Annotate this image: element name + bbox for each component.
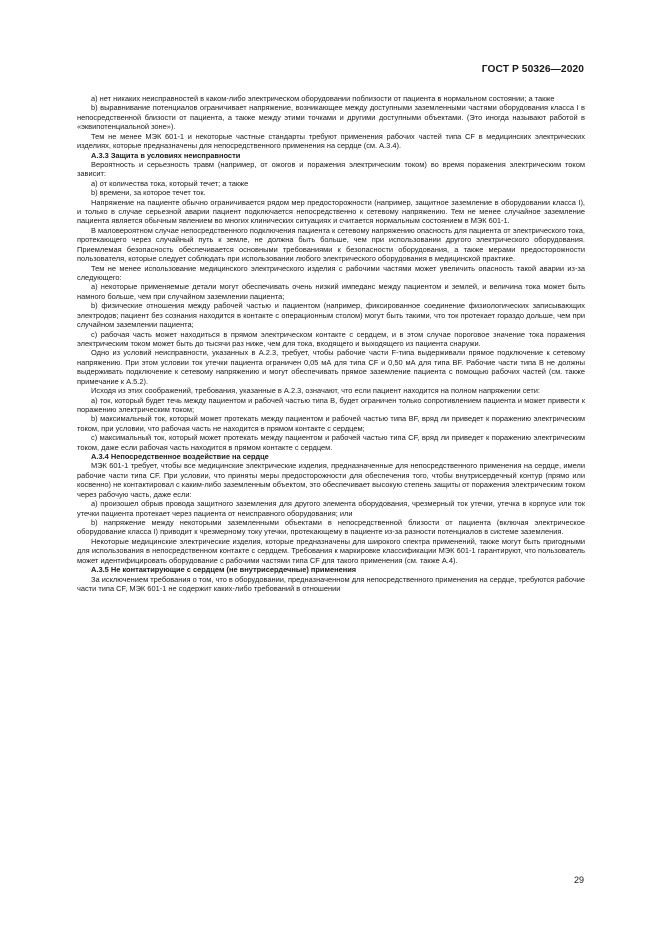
paragraph: За исключением требования о том, что в оборудовании, предназначенном для непосредственного применения на сердце, требуются рабочие части типа CF, МЭК 601-1 не содержит каких-либо требований в отношении	[77, 574, 585, 593]
paragraph: a) нет никаких неисправностей в каком-либо электрическом оборудовании поблизости от пациента в нормальном состоянии; а также	[91, 94, 555, 103]
paragraph: с) максимальный ток, который может протекать между пациентом и рабочей частью типа CF, вряд ли приведет к поражению электрическим током, даже если рабочая часть находится в прямом контакте с сердцем.	[77, 433, 585, 452]
paragraph: b) напряжение между некоторыми заземленными объектами в непосредственной близости от пациента (включая электрическое оборудование класса I) приводит к чрезмерному току утечки, протекающему в пациенте из-за разности потенциалов в системе заземления.	[77, 517, 585, 537]
page-number: 29	[573, 875, 584, 885]
paragraph: а) ток, который будет течь между пациентом и рабочей частью типа В, будет ограничен только сопротивлением пациента и может привести к поражению электрическим током;	[77, 395, 585, 414]
paragraph: а) произошел обрыв провода защитного заземления для другого элемента оборудования, чрезмерный ток утечки, утечка в корпусе или ток утечки пациента протекает через пациента от неисправного оборудования; или	[77, 499, 585, 518]
paragraph: Исходя из этих соображений, требования, указанные в А.2.3, означают, что если пациент находится на полном напряжении сети:	[91, 386, 540, 396]
paragraph: Тем не менее МЭК 601-1 и некоторые частные стандарты требуют применения рабочих частей типа CF в медицинских электрических изделиях, которые предназначены для непосредственного применения на сердце (см. А.3.4).	[77, 131, 585, 151]
document-body	[77, 94, 585, 593]
paragraph: b) физические отношения между рабочей частью и пациентом (например, фиксированное соединение физиологических записывающих электродов; пациент без сознания находится в контакте с операционным столом) могут быть такими, что ток протекает гораздо дольше, чем при случайном заземлении пациента;	[77, 301, 585, 330]
standard-header: ГОСТ Р 50326—2020	[481, 64, 584, 75]
paragraph: В маловероятном случае непосредственного подключения пациента к сетевому напряжению опасность для пациента от электрического тока, протекающего через случайный путь к земле, не должна быть больше, чем при использовании другого электрического оборудования. Приемлемая безопасность обеспечивается основными требованиями к безопасности оборудования, а также мерами предосторожности пользователя, которые следует соблюдать при использовании любого электрического оборудования в медицинской практике.	[77, 225, 585, 264]
paragraph: Тем не менее использование медицинского электрического изделия с рабочими частями может увеличить опасность такой аварии из-за следующего:	[77, 263, 585, 283]
paragraph: с) рабочая часть может находиться в прямом электрическом контакте с сердцем, и в этом случае пороговое значение тока поражения электрическим током может быть до тысячи раз ниже, чем для тока, входящего и выходящего из пациента снаружи.	[77, 329, 585, 348]
section-heading: А.3.4 Непосредственное воздействие на сердце	[91, 452, 269, 462]
paragraph: Некоторые медицинские электрические изделия, которые предназначены для широкого спектра применений, также могут быть пригодными для использования в непосредственном контакте с сердцем. Требования к маркировке классификации МЭК 601-1 гарантируют, что пользователь может идентифицировать оборудование с рабочими частями типа CF для такого применения (см. также А.4).	[77, 536, 585, 565]
paragraph: а) от количества тока, который течет; а также	[91, 178, 249, 188]
paragraph: b) времени, за которое течет ток.	[91, 188, 206, 198]
paragraph: Вероятность и серьезность травм (например, от ожогов и поражения электрическим током) во время поражения электрическим током зависит:	[77, 159, 585, 179]
section-heading: А.3.5 Не контактирующие с сердцем (не внутрисердечные) применения	[91, 565, 357, 575]
paragraph: а) некоторые применяемые детали могут обеспечивать очень низкий импеданс между пациентом и землей, и величина тока может быть намного больше, чем при случайном заземлении пациента;	[77, 282, 585, 301]
paragraph: b) максимальный ток, который может протекать между пациентом и рабочей частью типа BF, вряд ли приведет к поражению электрическим током, при условии, что рабочая часть не находится в прямом контакте с сердцем;	[77, 414, 585, 433]
paragraph: b) выравнивание потенциалов ограничивает напряжение, возникающее между доступными заземленными частями оборудования класса I в непосредственной близости от пациента, а также между этими точками и другими доступными объектами. (Это иногда называют работой в «эквипотенциальной зоне»).	[77, 103, 585, 132]
section-heading: А.3.3 Защита в условиях неисправности	[91, 150, 241, 160]
paragraph: Одно из условий неисправности, указанных в А.2.3, требует, чтобы рабочие части F-типа выдерживали прямое подключение к сетевому напряжению. При этом условии ток утечки пациента ограничен 0,05 мА для типа CF и 0,50 мА для типа BF. Рабочие части типа В не должны выдерживать подключение к сетевому напряжению и могут обеспечивать прямое заземление пациента с помощью рабочих частей (см. также примечание к А.5.2).	[77, 348, 585, 386]
paragraph: МЭК 601-1 требует, чтобы все медицинские электрические изделия, предназначенные для непосредственного применения на сердце, имели рабочие части типа CF. При условии, что приняты меры предосторожности для обеспечения того, чтобы внутрисердечный контур (прямо или косвенно) не контактировал с каким-либо заземленным объектом, это обеспечивает высокую степень защиты от поражения электрическим током через рабочую часть, даже если:	[77, 461, 586, 499]
paragraph: Напряжение на пациенте обычно ограничивается рядом мер предосторожности (например, защитное заземление в оборудовании класса I), и только в случае серьезной аварии пациент подключается непосредственно к сетевому напряжению. Тем не менее случайное заземление пациента является обычным явлением во многих клинических ситуациях и считается нормальным состоянием в МЭК 601-1.	[77, 197, 585, 226]
